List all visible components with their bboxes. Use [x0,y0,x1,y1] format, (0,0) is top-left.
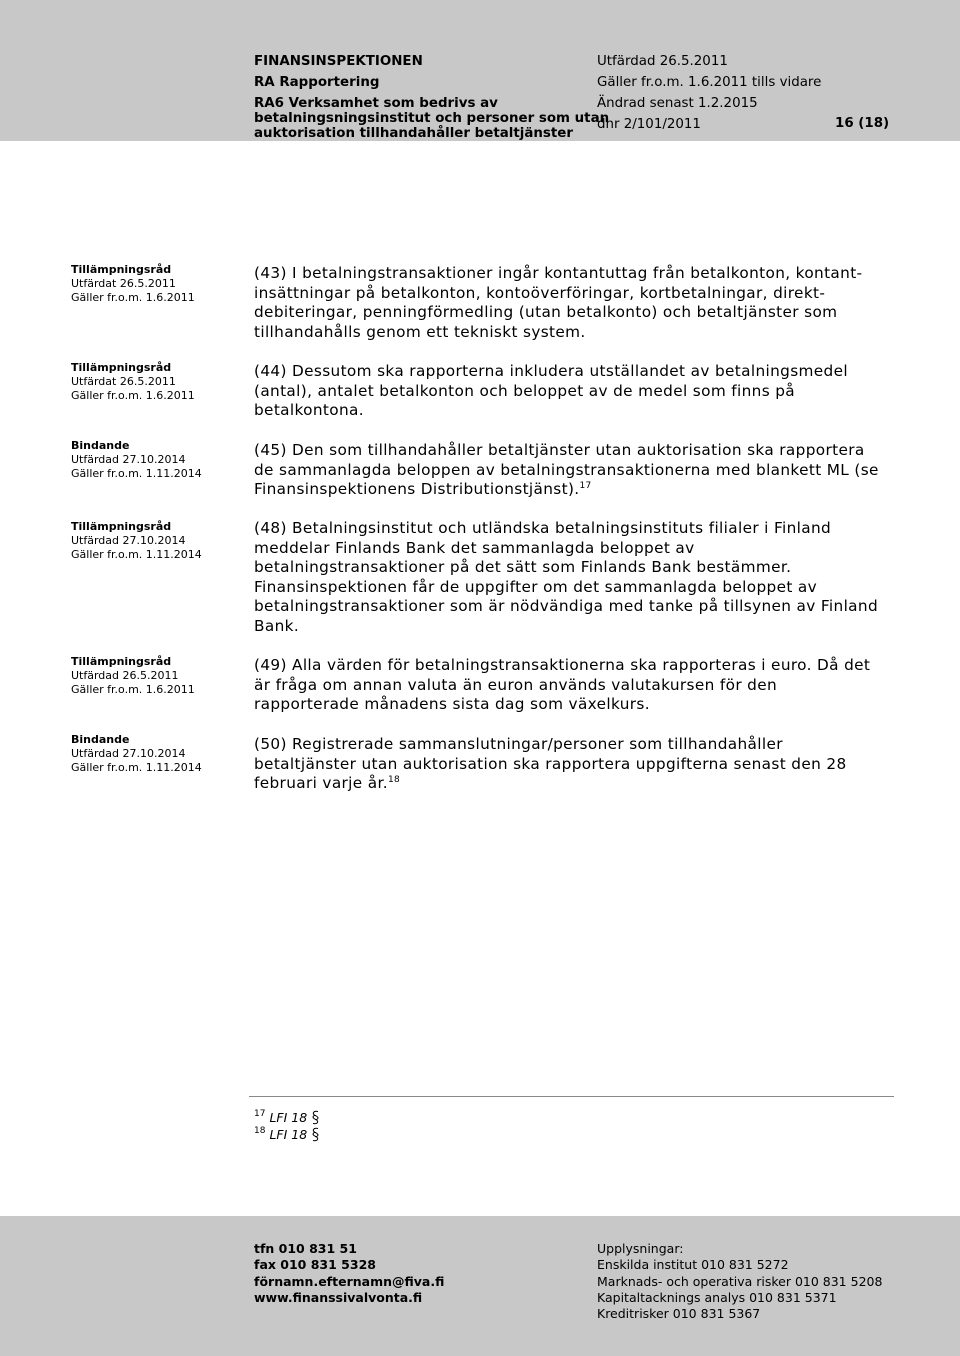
margin-note-type: Bindande [71,439,130,452]
margin-note-valid: Gäller fr.o.m. 1.11.2014 [71,467,202,480]
text-line: är fråga om annan valuta än euron används valutakursen för den [254,675,778,694]
margin-note-type: Bindande [71,733,130,746]
text-line: betalningstransaktioner på det sätt som Finlands Bank bestämmer. [254,558,792,577]
email-address[interactable]: förnamn.efternamn@fiva.fi [254,1273,445,1289]
paragraph-45 [254,441,894,500]
issued-date: Utfärdad 26.5.2011 [597,54,728,69]
margin-note-issued: Utfärdad 27.10.2014 [71,453,186,466]
text-line: (45) Den som tillhandahåller betaltjänster utan auktorisation ska rapportera [254,441,865,459]
margin-note-valid: Gäller fr.o.m. 1.11.2014 [71,761,202,774]
text-line: (50) Registrerade sammanslutningar/personer som tillhandahåller [254,735,783,753]
margin-note-type: Tillämpningsråd [71,655,172,668]
contact-line: Kreditrisker 010 831 5367 [597,1306,761,1322]
margin-note-type: Tillämpningsråd [71,520,172,533]
paragraph-44 [254,362,894,421]
margin-note [71,655,195,697]
footnote-text[interactable]: LFI 18 [269,1127,308,1142]
margin-note-valid: Gäller fr.o.m. 1.6.2011 [71,291,195,304]
footnote-number: 18 [254,1126,266,1136]
margin-note [71,520,202,562]
doc-title-line-3: auktorisation tillhandahåller betaltjänster [254,126,573,141]
footnote-number: 17 [254,1109,266,1119]
contact-line: Kapitaltacknings analys 010 831 5371 [597,1289,837,1305]
text-line: (44) Dessutom ska rapporterna inkludera utställandet av betalningsmedel [254,362,848,380]
footnote-17 [254,1110,320,1126]
page-footer [0,1216,960,1356]
footnote-divider [249,1096,894,1097]
diary-number: dnr 2/101/2011 [597,117,701,132]
margin-note-valid: Gäller fr.o.m. 1.6.2011 [71,389,195,402]
info-block [597,1241,882,1322]
website-link[interactable]: www.finanssivalvonta.fi [254,1289,423,1305]
text-line: Bank. [254,616,300,635]
paragraph-49 [254,656,894,715]
section-sign-icon [311,1110,320,1125]
margin-note [71,439,202,481]
footnote-ref[interactable]: 18 [387,775,401,786]
series-name: RA Rapportering [254,75,380,90]
phone-number: tfn 010 831 51 [254,1241,357,1256]
text-line: (49) Alla värden för betalningstransaktionerna ska rapporteras i euro. Då det [254,656,871,674]
margin-note-issued: Utfärdad 27.10.2014 [71,534,186,547]
contact-line: Marknads- och operativa risker 010 831 5208 [597,1273,883,1289]
footnote-18 [254,1127,320,1143]
text-line: betaltjänster utan auktorisation ska rapportera uppgifterna senast den 28 [254,754,847,773]
text-line: Finansinspektionen får de uppgifter om det sammanlagda beloppet av [254,577,818,596]
margin-note-type: Tillämpningsråd [71,263,172,276]
contact-line: Enskilda institut 010 831 5272 [597,1257,789,1273]
doc-title-line-1: RA6 Verksamhet som bedrivs av [254,96,498,111]
margin-note [71,263,195,305]
text-line: (43) I betalningstransaktioner ingår kontantuttag från betalkonton, kontant- [254,264,863,282]
text-line-content: februari varje år. [254,774,388,793]
text-line: tillhandahålls genom ett tekniskt system. [254,322,586,341]
margin-note [71,361,195,403]
info-title: Upplysningar: [597,1241,684,1256]
footnote-text[interactable]: LFI 18 [269,1110,308,1125]
amended-date: Ändrad senast 1.2.2015 [597,96,758,111]
footnote-ref[interactable]: 17 [579,481,592,492]
margin-note-issued: Utfärdad 26.5.2011 [71,669,179,682]
text-line: betalkontona. [254,401,364,420]
text-line: debiteringar, penningförmedling (utan betalkonto) och betaltjänster som [254,303,838,322]
page-number: 16 (18) [835,116,890,131]
text-line [254,480,894,500]
paragraph-43 [254,264,894,342]
margin-note-issued: Utfärdad 27.10.2014 [71,747,186,760]
text-line: rapporterade månadens sista dag som växelkurs. [254,695,650,714]
fax-number: fax 010 831 5328 [254,1257,376,1273]
text-line: betalningstransaktioner som är nödvändiga med tanke på tillsynen av Finland [254,597,879,616]
margin-note-valid: Gäller fr.o.m. 1.11.2014 [71,548,202,561]
margin-note [71,733,202,775]
margin-note-issued: Utfärdat 26.5.2011 [71,375,176,388]
section-sign-icon [311,1127,320,1142]
org-name: FINANSINSPEKTIONEN [254,54,423,69]
contact-block [254,1241,444,1306]
paragraph-50 [254,735,894,794]
text-line: insättningar på betalkonton, kontoöverföringar, kortbetalningar, direkt- [254,283,826,302]
valid-date: Gäller fr.o.m. 1.6.2011 tills vidare [597,75,822,90]
text-line: meddelar Finlands Bank det sammanlagda beloppet av [254,538,695,557]
text-line: (48) Betalningsinstitut och utländska betalningsinstituts filialer i Finland [254,519,832,537]
margin-note-issued: Utfärdat 26.5.2011 [71,277,176,290]
text-line: (antal), antalet betalkonton och beloppet av de medel som finns på [254,381,796,400]
margin-note-type: Tillämpningsråd [71,361,172,374]
paragraph-48 [254,519,894,637]
margin-note-valid: Gäller fr.o.m. 1.6.2011 [71,683,195,696]
doc-title-line-2: betalningsningsinstitut och personer som utan [254,111,610,126]
text-line: de sammanlagda beloppen av betalningstransaktionerna med blankett ML (se [254,460,879,479]
text-line-content: Finansinspektionens Distributionstjänst). [254,480,580,499]
page-header [0,0,960,141]
text-line [254,774,894,794]
